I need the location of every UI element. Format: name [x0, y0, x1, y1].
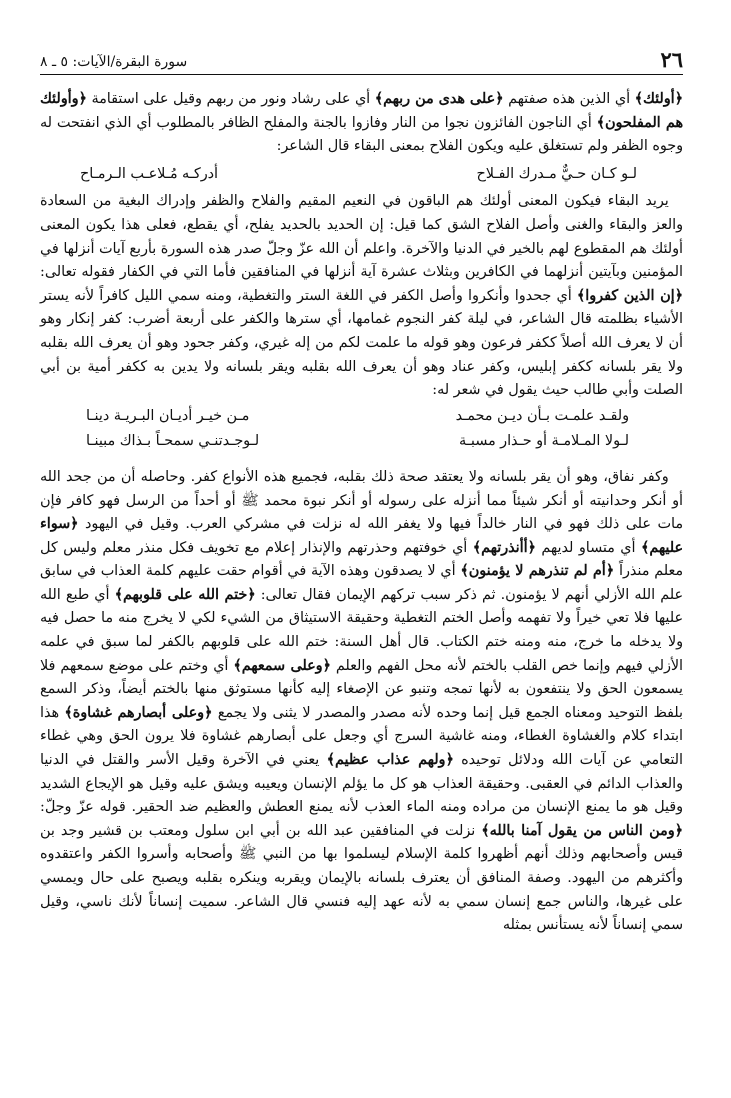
spacer	[40, 456, 683, 466]
verse-quote: ﴿على هدى من ربهم﴾	[374, 91, 504, 107]
verse-quote: ﴿سواء عليهم﴾	[40, 516, 684, 556]
text: هذا ابتداء كلام والغشاوة الغطاء، ومنه غاشية السرج أي وجعل على أبصارهم غشاوة فلا يرون الحق وهي غطاء التعامي عن آيات الله ودلائل توحيده	[40, 704, 683, 769]
verse-quote: ﴿وعلى أبصارهم غشاوة﴾	[64, 704, 213, 721]
poem-verse-2	[40, 405, 683, 429]
poem-hemistich-left: لـوجـدتنـي سمحـاً بـذاك مبينـا	[86, 433, 260, 450]
poem-hemistich-right: لـو كـان حـيٌّ مـدرك الفـلاح	[476, 165, 637, 182]
text: أي خوفتهم وحذرتهم والإنذار إعلام مع تخويف فكل منذر معلم وليس كل معلم منذراً	[40, 539, 684, 580]
poem-hemistich-left: مـن خيـر أديـان البـريـة دينـا	[86, 407, 250, 424]
text: أي الناجون الفائزون نجوا من النار وفازوا بالجنة والمفلح الظافر بالمطلوب أي الذي انفتحت له وجوه الظفر ولم تستغلق عليه ويكون الفلاح بمعنى البقاء قال الشاعر:	[40, 114, 683, 155]
page-content	[40, 88, 683, 938]
text: أي الذين هذه صفتهم	[503, 91, 635, 107]
paragraph-1	[40, 88, 683, 159]
poem-hemistich-left: أدركـه مُـلاعـب الـرمـاح	[80, 165, 218, 182]
verse-quote: ﴿ولهم عذاب عظيم﴾	[326, 752, 454, 769]
verse-quote: ﴿وأولئك هم المفلحون﴾	[40, 91, 683, 131]
text: أي وختم على موضع سمعهم فلا يسمعون الحق ولا ينتفعون به لأنها تمجه وتنبو عن الإصغاء إليه كأنها مستوثق منها بالختم أيضاً، وذكر السمع بلفظ التوحيد ومعناه الجمع قيل إنما وحده لأنه مصدر والمصدر لا يثنى ولا يجمع	[40, 657, 684, 721]
poem-hemistich-right: ولقـد علمـت بـأن ديـن محمـد	[455, 407, 629, 424]
page-number: ٢٦	[660, 47, 683, 72]
text: نزلت في المنافقين عبد الله بن أبي ابن سلول ومعتب بن قشير وجد بن قيس وأصحابهم وذلك أنهم أظهروا كلمة الإسلام ليسلموا بها من النبي ﷺ وأصحابه وأسروا الكفر واعتقدوه وأكثرهم من اليهود. وصفة المنافق أن يعترف بلسانه بالإيمان ويقربه وينكره بقلبه ويصبح على حال ويمسي على غيرها، والناس جمع إنسان سمي به لأنه عهد إليه فنسي قال الشاعر. سميت إنساناً لأنك ناسي، وقيل سمي إنساناً لأنه يستأنس بمثله	[40, 822, 683, 934]
text: يعني في الآخرة وقيل الأسر والقتل في الدنيا والعذاب الدائم في العقبى. وحقيقة العذاب هو كل ما يؤلم الإنسان ويعيبه ويشق عليه وقيل هو الإيجاع الشديد وقيل هو ما يمنع الإنسان من مراده ومنه الماء العذب لأنه يمنع العطش والعظيم ضد الحقير. قوله عزّ وجلّ:	[40, 752, 683, 816]
text: أي لا يصدقون وهذه الآية في أقوام حقت عليهم كلمة العذاب في سابق علم الله الأزلي أنهم لا يؤمنون. ثم ذكر سبب تركهم الإيمان فقال تعالى:	[40, 563, 683, 603]
text: أي جحدوا وأنكروا وأصل الكفر في اللغة الستر والتغطية، ومنه سمي الليل كافراً لأنه يستر الأشياء بظلمته قال الشاعر، في ليلة كفر النجوم غمامها، أي سترها والكفر على أربعة أضرب: كفر إنكار وهو أن لا يعرف الله أصلاً ككفر فرعون وهو قوله ما علمت لكم من إله غيري، وكفر جحود وهو أن يعرف الله بقلبه ولا يقر بلسانه ككفر إبليس، وكفر عناد وهو أن يعرف الله بقلبه ويقر بلسانه ولا يدين به ككفر أمية بن أبي الصلت وأبي طالب حيث يقول في شعر له:	[40, 287, 683, 399]
text: أي على رشاد ونور من ربهم وقيل على استقامة	[86, 91, 375, 107]
verse-quote: ﴿ومن الناس من يقول آمنا بالله﴾	[481, 822, 684, 839]
poem-verse-3	[40, 430, 683, 454]
poem-hemistich-right: لـولا المـلامـة أو حـذار مسبـة	[459, 433, 629, 450]
paragraph-2	[40, 190, 683, 402]
paragraph-3	[40, 466, 683, 938]
verse-quote: ﴿ختم الله على قلوبهم﴾	[114, 586, 256, 603]
verse-quote: ﴿أأنذرتهم﴾	[472, 539, 536, 556]
sura-title: سورة البقرة/الآيات: ٥ ـ ٨	[40, 54, 188, 70]
page-header	[40, 46, 683, 75]
text: يريد البقاء فيكون المعنى أولئك هم الباقون في النعيم المقيم والفلاح والظفر وإدراك البغية من السعادة والعز والبقاء والغنى وأصل الفلاح الشق كما قيل: إن الحديد بالحديد يفلح، أي يقطع، فعلى هذا يكون المعنى أولئك هم المقطوع لهم بالخير في الدنيا والآخرة. واعلم أن الله عزّ وجلّ صدر هذه السورة بأربع آيات أنزلها في المؤمنين وبآيتين أنزلهما في الكافرين وبثلاث عشرة آية أنزلها في المنافقين فأما التي في الكفار فقوله تعالى:	[40, 193, 683, 281]
verse-quote: ﴿أم لم تنذرهم لا يؤمنون﴾	[460, 563, 615, 580]
poem-verse-1	[40, 163, 683, 187]
text: وكفر نفاق، وهو أن يقر بلسانه ولا يعتقد صحة ذلك بقلبه، فجميع هذه الأنواع كفر. وحاصله أن من جحد الله أو أنكر وحدانيته أو أنكر شيئاً مما أنزله على رسوله أو أنكر نبوة محمد ﷺ أو أحداً من الرسل فهو كافر فإن مات على ذلك فهو في النار خالداً فيها ولا يغفر الله له نزلت في مشركي العرب. وقيل في اليهود	[40, 468, 683, 533]
verse-quote: ﴿أولئك﴾	[634, 91, 683, 107]
text: أي متساو لديهم	[535, 539, 641, 556]
text: أي طبع الله عليها فلا تعي خيراً ولا تفهمه وأصل الختم التغطية وحقيقة الاستيثاق من الشيء لكي لا يخرج منه ما حصل فيه ولا يدخله ما خرج، منه ومنه ختم الكتاب. قال أهل السنة: ختم الله على قلوبهم بالكفر لما سبق في علمه الأزلي فيهم وإنما خص القلب بالختم لأنه محل الفهم والعلم	[40, 586, 684, 674]
verse-quote: ﴿وعلى سمعهم﴾	[233, 657, 331, 674]
verse-quote: ﴿إن الذين كفروا﴾	[576, 287, 684, 304]
